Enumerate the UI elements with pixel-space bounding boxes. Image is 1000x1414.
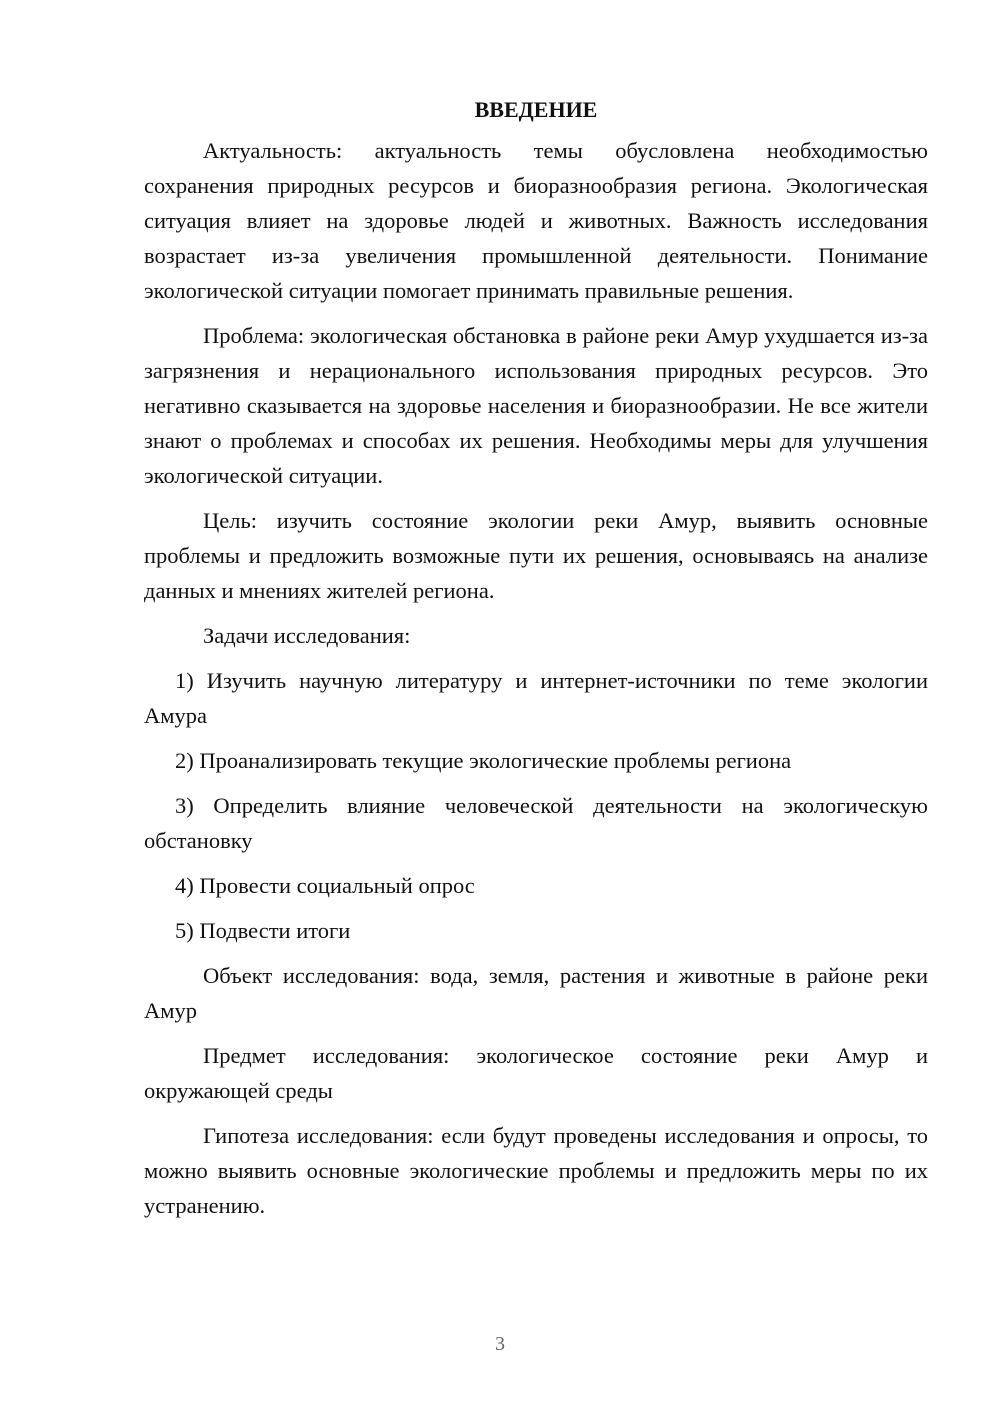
page-content: [144, 93, 928, 1233]
hypothesis-paragraph: Гипотеза исследования: если будут проведены исследования и опросы, то можно выявить основные экологические проблемы и предложить меры по их устранению.: [144, 1123, 928, 1218]
task-item-4: 4) Провести социальный опрос: [175, 873, 475, 898]
section-title: ВВЕДЕНИЕ: [474, 97, 598, 122]
problem-paragraph: Проблема: экологическая обстановка в районе реки Амур ухудшается из-за загрязнения и нерационального использования природных ресурсов. Это негативно сказывается на здоровье населения и биоразнообразии. Не все жители знают о проблемах и способах их решения. Необходимы меры для улучшения экологической ситуации.: [144, 323, 928, 488]
task-item-1: 1) Изучить научную литературу и интернет-источники по теме экологии Амура: [144, 668, 928, 728]
task-item-2: 2) Проанализировать текущие экологические проблемы региона: [175, 748, 792, 773]
object-paragraph: Объект исследования: вода, земля, растения и животные в районе реки Амур: [144, 963, 928, 1023]
page-number: 3: [495, 1333, 505, 1355]
task-item-5: 5) Подвести итоги: [175, 918, 351, 943]
relevance-paragraph: Актуальность: актуальность темы обусловлена необходимостью сохранения природных ресурсов и биоразнообразия региона. Экологическая ситуация влияет на здоровье людей и животных. Важность исследования возрастает из-за увеличения промышленной деятельности. Понимание экологической ситуации помогает принимать правильные решения.: [144, 138, 928, 303]
subject-paragraph: Предмет исследования: экологическое состояние реки Амур и окружающей среды: [144, 1043, 928, 1103]
task-item-3: 3) Определить влияние человеческой деятельности на экологическую обстановку: [144, 793, 928, 853]
goal-paragraph: Цель: изучить состояние экологии реки Амур, выявить основные проблемы и предложить возможные пути их решения, основываясь на анализе данных и мнениях жителей региона.: [144, 508, 928, 603]
tasks-heading: Задачи исследования:: [203, 623, 411, 648]
